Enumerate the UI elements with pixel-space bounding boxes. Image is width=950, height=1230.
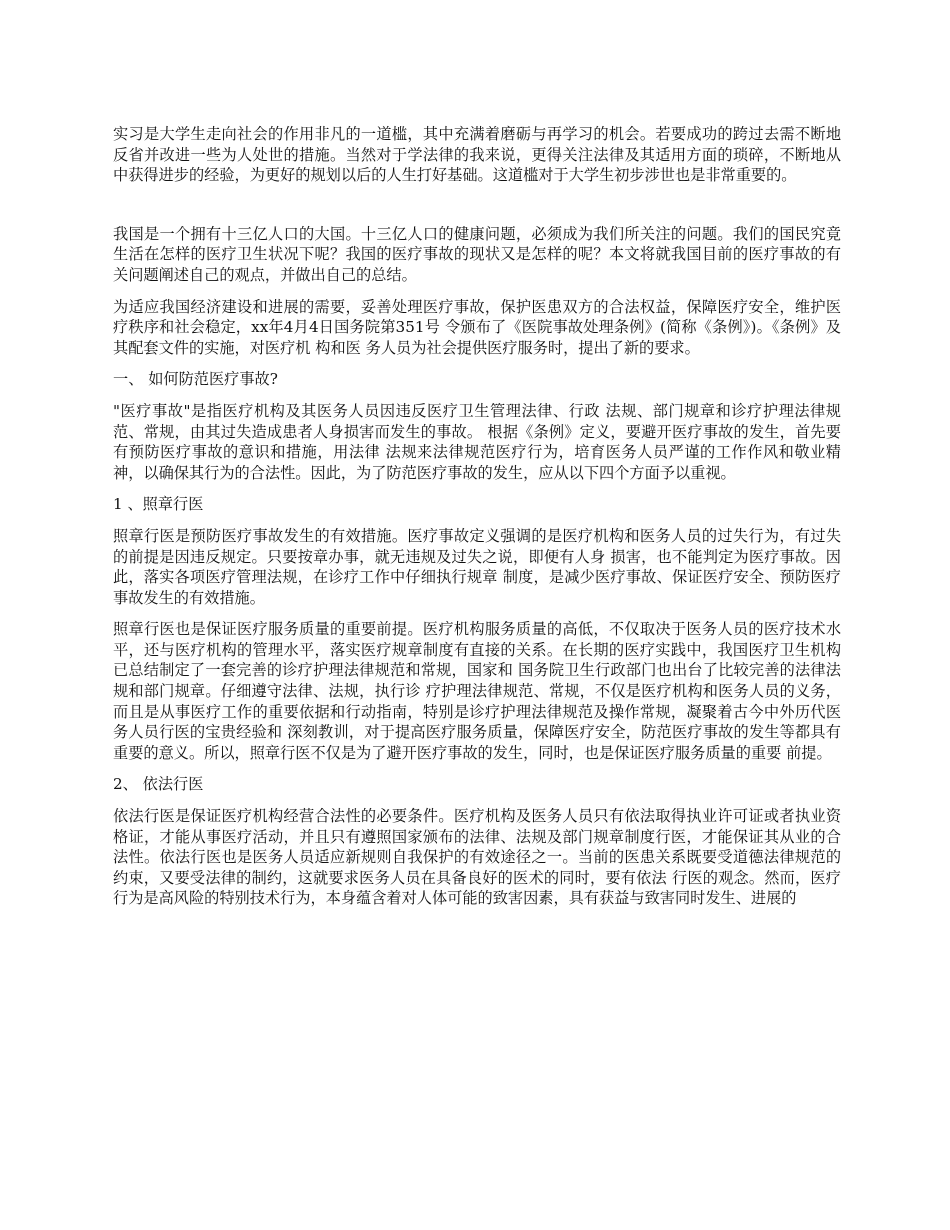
subheading-follow-rules: 1 、照章行医 xyxy=(113,495,204,514)
document-body xyxy=(113,124,841,920)
paragraph-definition: "医疗事故"是指医疗机构及其医务人员因违反医疗卫生管理法律、行政 法规、部门规章和诊疗护理法律规范、常规，由其过失造成患者人身损害而发生的事故。 根据《条例》定义，要避开医疗事故的发生，首先要有预防医疗事故的意识和措施，用法律 法规来法律规范医疗行为，培育医务人员严谨的工作作风和敬业精神，以确保其行为的合法性。因此，为了防范医疗事故的发生，应从以下四个方面予以重视。 xyxy=(113,401,841,482)
paragraph-follow-rules-1: 照章行医是预防医疗事故发生的有效措施。医疗事故定义强调的是医疗机构和医务人员的过失行为，有过失的前提是因违反规定。只要按章办事，就无违规及过失之说，即便有人身 损害，也不能判定为医疗事故。因此，落实各项医疗管理法规，在诊疗工作中仔细执行规章 制度，是减少医疗事故、保证医疗安全、预防医疗事故发生的有效措施。 xyxy=(113,526,841,607)
paragraph-regulation: 为适应我国经济建设和进展的需要，妥善处理医疗事故，保护医患双方的合法权益，保障医疗安全，维护医疗秩序和社会稳定，xx年4月4日国务院第351号 令颁布了《医院事故处理条例》(简称《条例》)。《条例》及其配套文件的实施，对医疗机 构和医 务人员为社会提供医疗服务时，提出了新的要求。 xyxy=(113,297,841,357)
paragraph-intro: 实习是大学生走向社会的作用非凡的一道槛，其中充满着磨砺与再学习的机会。若要成功的跨过去需不断地反省并改进一些为人处世的措施。当然对于学法律的我来说，更得关注法律及其适用方面的琐碎，不断地从中获得进步的经验，为更好的规划以后的人生打好基础。这道槛对于大学生初步涉世也是非常重要的。 xyxy=(113,125,841,185)
paragraph-population: 我国是一个拥有十三亿人口的大国。十三亿人口的健康问题，必须成为我们所关注的问题。我们的国民究竟生活在怎样的医疗卫生状况下呢？我国的医疗事故的现状又是怎样的呢？本文将就我国目前的医疗事故的有关问题阐述自己的观点，并做出自己的总结。 xyxy=(113,224,841,284)
section-heading-prevention: 一、 如何防范医疗事故? xyxy=(113,370,278,389)
paragraph-follow-rules-2: 照章行医也是保证医疗服务质量的重要前提。医疗机构服务质量的高低，不仅取决于医务人员的医疗技术水平，还与医疗机构的管理水平，落实医疗规章制度有直接的关系。在长期的医疗实践中，我国医疗卫生机构已总结制定了一套完善的诊疗护理法律规范和常规，国家和 国务院卫生行政部门也出台了比较完善的法律法规和部门规章。仔细遵守法律、法规，执行诊 疗护理法律规范、常规，不仅是医疗机构和医务人员的义务，而且是从事医疗工作的重要依据和行动指南，特别是诊疗护理法律规范及操作常规，凝聚着古今中外历代医务人员行医的宝贵经验和 深刻教训，对于提高医疗服务质量，保障医疗安全，防范医疗事故的发生等都具有重要的意义。所以，照章行医不仅是为了避开医疗事故的发生，同时，也是保证医疗服务质量的重要 前提。 xyxy=(113,620,841,762)
subheading-lawful-practice: 2、 依法行医 xyxy=(113,775,204,794)
paragraph-lawful-practice: 依法行医是保证医疗机构经营合法性的必要条件。医疗机构及医务人员只有依法取得执业许可证或者执业资格证，才能从事医疗活动，并且只有遵照国家颁布的法律、法规及部门规章制度行医，才能保证其从业的合法性。依法行医也是医务人员适应新规则自我保护的有效途径之一。当前的医患关系既要受道德法律规范的约束，又要受法律的制约，这就要求医务人员在具备良好的医术的同时，要有依法 行医的观念。然而，医疗行为是高风险的特别技术行为，本身蕴含着对人体可能的致害因素，具有获益与致害同时发生、进展的 xyxy=(113,807,841,908)
